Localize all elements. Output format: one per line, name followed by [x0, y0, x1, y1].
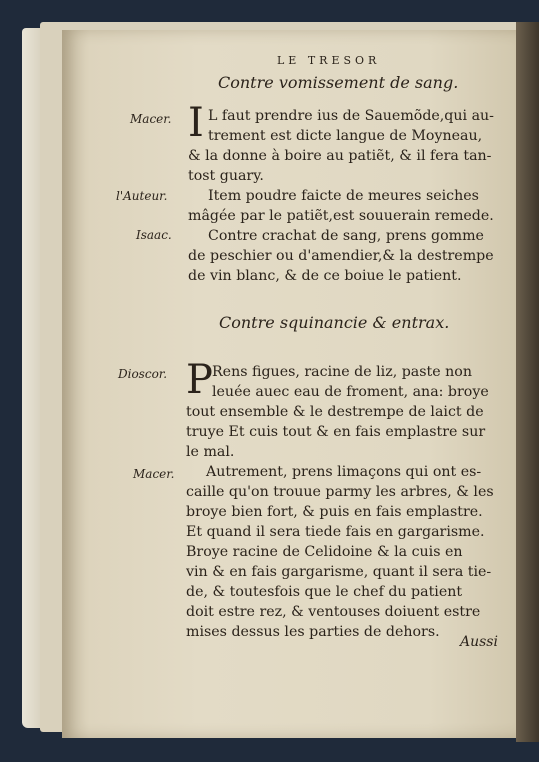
text-line: L faut prendre ius de Sauemõde,qui au- — [208, 108, 494, 124]
section-title: Contre squinancie & entrax. — [219, 313, 450, 332]
text-line: le mal. — [186, 444, 235, 460]
text-line: truye Et cuis tout & en fais emplastre sur — [186, 424, 486, 440]
text-line: Autrement, prens limaçons qui ont es- — [206, 464, 482, 480]
section-title: Contre vomissement de sang. — [218, 73, 459, 92]
drop-cap: I — [188, 100, 204, 146]
text-line: broye bien fort, & puis en fais emplastre. — [186, 504, 483, 520]
running-header: LE TRESOR — [277, 54, 381, 67]
text-line: vin & en fais gargarisme, quant il sera tie- — [186, 564, 492, 580]
drop-cap: P — [186, 357, 213, 403]
text-line: tout ensemble & le destrempe de laict de — [186, 404, 484, 420]
margin-note: Macer. — [133, 467, 175, 481]
text-line: trement est dicte langue de Moyneau, — [208, 128, 483, 144]
text-line: Contre crachat de sang, prens gomme — [208, 228, 484, 244]
text-line: de vin blanc, & de ce boiue le patient. — [188, 268, 462, 284]
text-line: Item poudre faicte de meures seiches — [208, 188, 479, 204]
margin-note: Macer. — [130, 112, 172, 126]
text-line: caille qu'on trouue parmy les arbres, & les — [186, 484, 494, 500]
margin-note: Dioscor. — [118, 367, 168, 381]
catchword: Aussi — [460, 634, 498, 650]
margin-note: Isaac. — [136, 228, 172, 242]
text-line: tost guary. — [188, 168, 264, 184]
text-line: Broye racine de Celidoine & la cuis en — [186, 544, 463, 560]
text-line: de, & toutesfois que le chef du patient — [186, 584, 463, 600]
margin-note: l'Auteur. — [116, 189, 168, 203]
text-line: & la donne à boire au patiẽt, & il fera tan- — [188, 148, 492, 164]
text-line: mâgée par le patiẽt,est souuerain remede. — [188, 208, 494, 224]
text-line: de peschier ou d'amendier,& la destrempe — [188, 248, 494, 264]
text-line: doit estre rez, & ventouses doiuent estre — [186, 604, 481, 620]
text-line: leuée auec eau de froment, ana: broye — [212, 384, 489, 400]
text-line: mises dessus les parties de dehors. — [186, 624, 440, 640]
book-spine — [516, 22, 539, 742]
text-line: Et quand il sera tiede fais en gargarisme. — [186, 524, 485, 540]
text-line: Rens figues, racine de liz, paste non — [212, 364, 472, 380]
